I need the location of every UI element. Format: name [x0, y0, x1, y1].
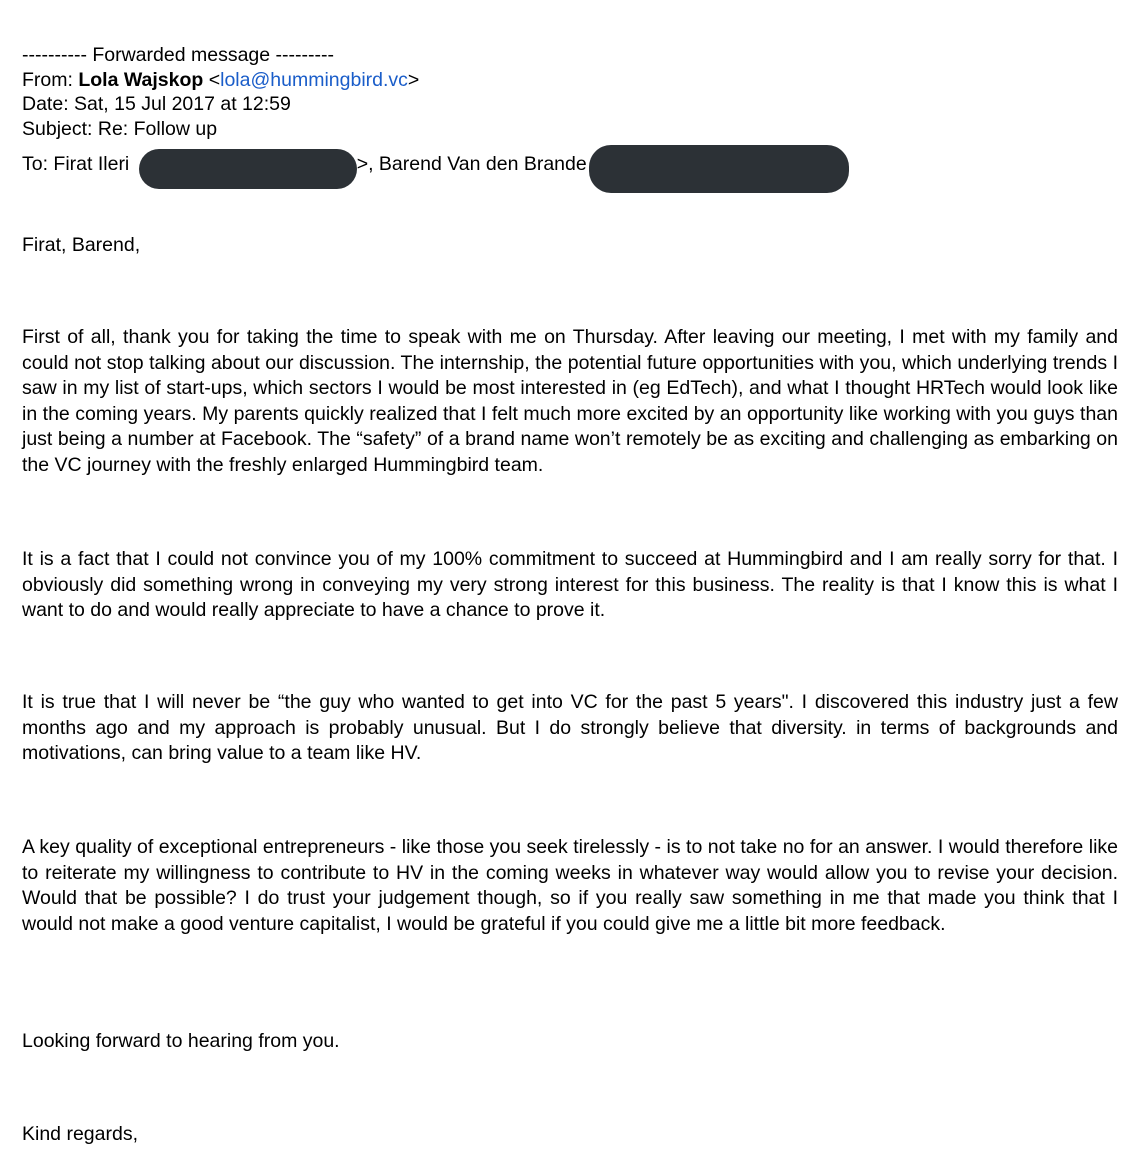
sender-name: Lola Wajskop [78, 68, 204, 91]
date-line: Date: Sat, 15 Jul 2017 at 12:59 [22, 93, 291, 115]
email-header [22, 43, 1122, 189]
to-line [22, 141, 1122, 189]
email-close-bracket: > [407, 68, 420, 91]
sender-email-link[interactable]: lola@hummingbird.vc [220, 68, 408, 91]
greeting: Firat, Barend, [22, 234, 141, 256]
email-open-bracket: < [203, 68, 221, 91]
closing-line: Looking forward to hearing from you. [22, 1030, 340, 1052]
body-paragraph-4: A key quality of exceptional entrepreneurs - like those you seek tirelessly - is to not take no for an answer. I would therefore like to reiterate my willingness to contribute to HV in the coming weeks in whatever way would allow you to revise your decision. Would that be possible? I do trust your judgement though, so if you really saw something in me that made you think that I would not make a good venture capitalist, I would be grateful if you could give me a little bit more feedback. [22, 836, 1118, 935]
to-separator: >, Barend Van den Brande [356, 153, 587, 176]
subject-line: Subject: Re: Follow up [22, 117, 218, 140]
from-line [22, 68, 1122, 93]
body-paragraph-1: First of all, thank you for taking the time to speak with me on Thursday. After leaving our meeting, I met with my family and could not stop talking about our discussion. The internship, the potential future opportunities with you, which underlying trends I saw in my list of start-ups, which sectors I would be most interested in (eg EdTech), and what I thought HRTech would look like in the coming years. My parents quickly realized that I felt much more excited by an opportunity like working with you guys than just being a number at Facebook. The “safety” of a brand name won’t remotely be as exciting and challenging as embarking on the VC journey with the freshly enlarged Hummingbird team. [22, 326, 1118, 476]
from-label: From: [22, 68, 79, 91]
sign-off: Kind regards, [22, 1123, 138, 1145]
redaction-block [139, 149, 357, 189]
forwarded-label: ---------- Forwarded message --------- [22, 44, 334, 66]
body-paragraph-3: It is true that I will never be “the guy who wanted to get into VC for the past 5 years". I discovered this industry just a few months ago and my approach is probably unusual. But I do strongly believe that diversity. in terms of backgrounds and motivations, can bring value to a team like HV. [22, 691, 1118, 765]
body-paragraph-2: It is a fact that I could not convince you of my 100% commitment to succeed at Hummingbird and I am really sorry for that. I obviously did something wrong in conveying my very strong interest for this business. The reality is that I know this is what I want to do and would really appreciate to have a chance to prove it. [22, 548, 1118, 622]
redaction-block [589, 145, 849, 193]
to-label: To: Firat Ileri [22, 153, 135, 176]
